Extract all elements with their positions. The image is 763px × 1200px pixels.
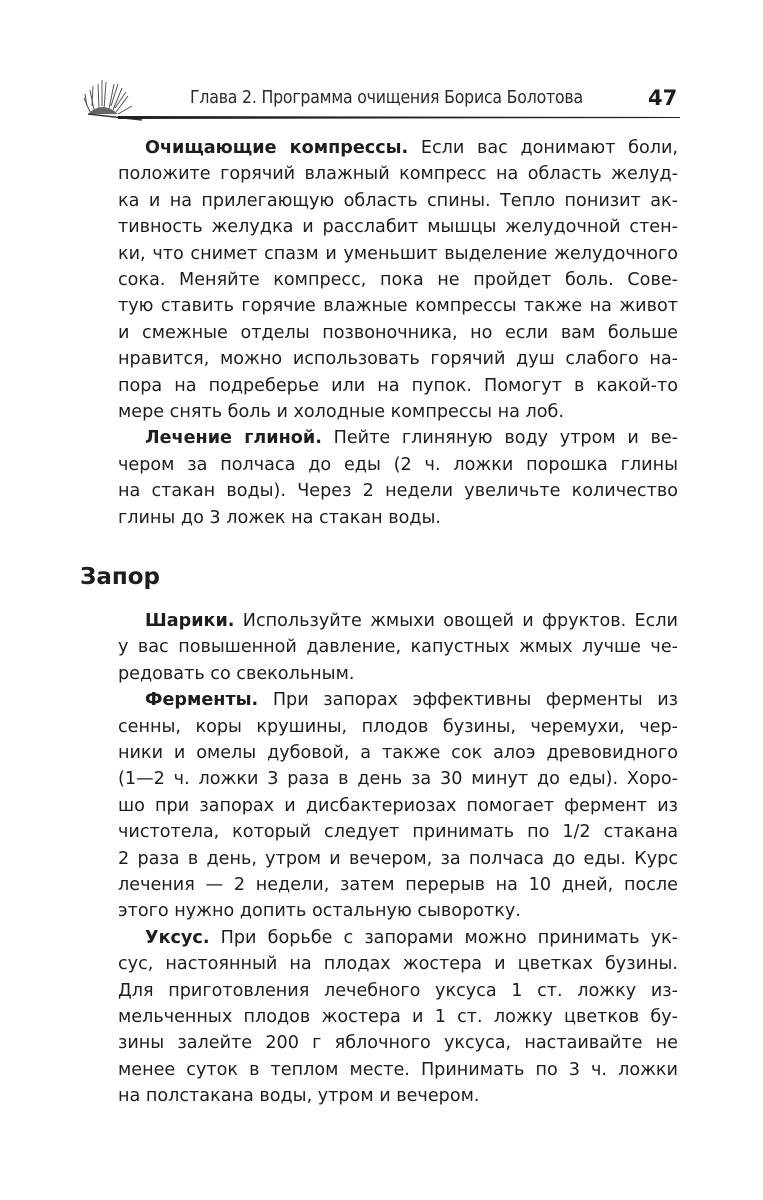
line-text: тивность желудка и расслабит мышцы желудочной стен- [118, 217, 678, 238]
line-text: нравится, можно использовать горячий душ слабого на- [118, 349, 678, 370]
page-number: 47 [648, 86, 678, 110]
text-line [118, 452, 678, 478]
text-line [118, 346, 678, 372]
line-text: у вас повышенной давление, капустных жмых лучше че- [118, 637, 678, 658]
text-line [118, 766, 678, 792]
line-text: Если вас донимают боли, [408, 138, 678, 158]
text-line [118, 846, 678, 872]
text-line [118, 1030, 678, 1056]
section-heading: Запор [80, 564, 161, 590]
text-line [118, 951, 678, 977]
line-text: 2 раза в день, утром и вечером, за полчаса до еды. Курс [118, 848, 678, 869]
line-text: пора на подреберье или на пупок. Помогут в какой-то [118, 375, 678, 396]
text-line [145, 608, 678, 634]
text-line [118, 214, 678, 240]
running-title: Глава 2. Программа очищения Бориса Болотова [190, 88, 583, 108]
line-text: ки, что снимет спазм и уменьшит выделение желудочного [118, 243, 678, 264]
line-text: При запорах эффективны ферменты из [258, 690, 678, 711]
text-line [118, 1057, 678, 1083]
text-line [145, 687, 678, 713]
text-line [118, 819, 678, 845]
paragraph-lead: Уксус. [145, 927, 210, 948]
text-line [118, 293, 678, 319]
paragraph-lead: Лечение глиной. [145, 428, 322, 449]
line-text: тую ставить горячие влажные компрессы также на живот [118, 296, 678, 317]
line-text: на стакан воды). Через 2 недели увеличьте количество [118, 481, 678, 502]
text-line [118, 1004, 678, 1030]
line-text: на полстакана воды, утром и вечером. [118, 1086, 480, 1107]
line-text: Для приготовления лечебного уксуса 1 ст. ложку из- [118, 980, 678, 1001]
text-line [118, 1083, 678, 1109]
text-line [118, 634, 678, 660]
line-text: При борьбе с запорами можно принимать ук- [209, 927, 678, 948]
paragraph-lead: Очищающие компрессы. [145, 138, 409, 158]
line-text: лечения — 2 недели, затем перерыв на 10 дней, после [118, 875, 678, 895]
paragraph-lead: Шарики. [145, 611, 235, 631]
header-rule [118, 116, 680, 119]
page-header [0, 0, 763, 130]
line-text: ка и на прилегающую область спины. Тепло понизит ак- [118, 190, 678, 211]
text-line [118, 161, 678, 187]
line-text: (1—2 ч. ложки 3 раза в день за 30 минут до еды). Хоро- [118, 769, 678, 790]
text-line [145, 925, 678, 951]
line-text: сока. Меняйте компресс, пока не пройдет боль. Сове- [118, 270, 678, 290]
text-line [118, 793, 678, 819]
text-line [118, 188, 678, 214]
line-text: мере снять боль и холодные компрессы на лоб. [118, 402, 564, 422]
line-text: ники и омелы дубовой, а также сок алоэ древовидного [118, 743, 678, 763]
text-line [118, 399, 678, 425]
line-text: Используйте жмыхи овощей и фруктов. Если [234, 611, 678, 631]
line-text: глины до 3 ложек на стакан воды. [118, 507, 441, 528]
line-text: редовать со свекольным. [118, 663, 355, 684]
text-line [118, 505, 678, 531]
line-text: чистотела, который следует принимать по 1/2 стакана [118, 822, 678, 843]
text-line [118, 320, 678, 346]
text-line [118, 478, 678, 504]
paragraph-lead: Ферменты. [145, 690, 259, 711]
line-text: и смежные отделы позвоночника, но если вам больше [118, 322, 678, 343]
text-line [145, 425, 678, 451]
line-text: этого нужно допить остальную сыворотку. [118, 901, 521, 922]
text-line [118, 267, 678, 293]
text-line [118, 978, 678, 1004]
line-text: зины залейте 200 г яблочного уксуса, настаивайте не [118, 1033, 678, 1054]
line-text: чером за полчаса до еды (2 ч. ложки порошка глины [118, 454, 678, 475]
line-text: мельченных плодов жостера и 1 ст. ложку цветков бу- [118, 1007, 678, 1027]
line-text: сенны, коры крушины, плодов бузины, черемухи, чер- [118, 716, 678, 737]
line-text: сус, настоянный на плодах жостера и цветках бузины. [118, 954, 678, 975]
text-line [118, 661, 678, 687]
line-text: менее суток в теплом месте. Принимать по 3 ч. ложки [118, 1059, 678, 1080]
line-text: Пейте глиняную воду утром и ве- [321, 428, 679, 449]
text-line [145, 135, 678, 161]
text-line [118, 740, 678, 766]
text-line [118, 373, 678, 399]
text-line [118, 714, 678, 740]
text-line [118, 872, 678, 898]
line-text: положите горячий влажный компресс на область желуд- [118, 164, 678, 185]
text-line [118, 241, 678, 267]
line-text: шо при запорах и дисбактериозах помогает фермент из [118, 795, 678, 816]
text-line [118, 898, 678, 924]
